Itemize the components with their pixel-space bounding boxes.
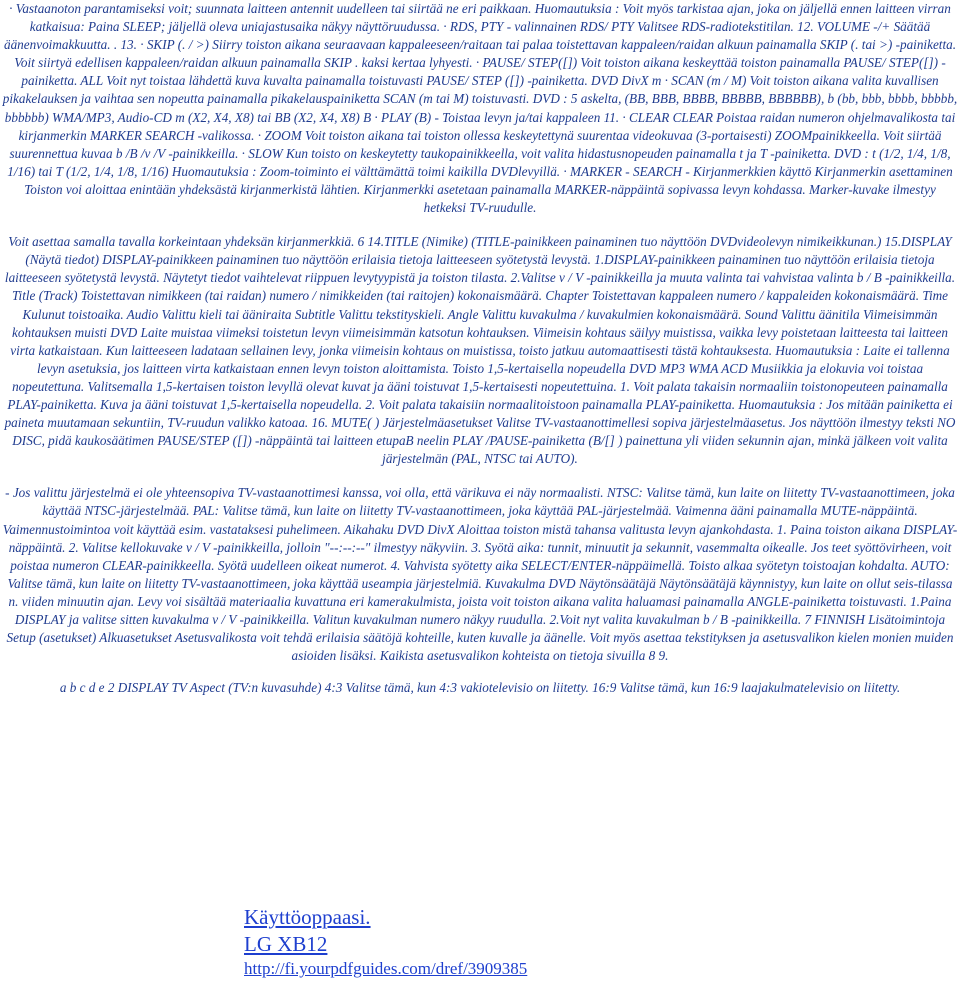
source-url-link[interactable]: http://fi.yourpdfguides.com/dref/3909385: [244, 959, 528, 978]
paragraph-display-info: Voit asettaa samalla tavalla korkeintaan yhdeksän kirjanmerkkiä. 6 14.TITLE (Nimike) (TITLE-painikkeen painaminen tuo näyttöön DVDvideolevyn nimikeikkunan.) 15.DISPLAY (Näytä tiedot) DISPLAY-painikkeen painaminen tuo näyttöön erilaisia tietoja laitteeseen syötetystä levystä. 1.DISPLAY-painikkeen painaminen tuo näyttöön erilaisia tietoja laitteeseen syötetystä levystä. Näytetyt tiedot vaihtelevat riippuen levytyypistä ja toiston tilasta. 2.Valitse v / V -painikkeilla ja muuta valinta tai vahvistaa valinta b / B -painikkeilla. Title (Track) Toistettavan nimikkeen (tai raidan) numero / nimikkeiden (tai raitojen) kokonaismäärä. Chapter Toistettavan kappaleen numero / kappaleiden kokonaismäärä. Time Kulunut toistoaika. Audio Valittu kieli tai ääniraita Subtitle Valittu tekstityskieli. Angle Valittu kuvakulma / kuvakulmien kokonaismäärä. Sound Valittu äänitila Viimeisimmän kohtauksen muisti DVD Laite muistaa viimeksi toistetun levyn viimeisimmän katsotun kohtauksen. Viimeisin kohtaus säilyy muistissa, vaikka levy poistetaan laitteesta tai laitteen virta katkaistaan. Kun laitteeseen ladataan sellainen levy, jonka viimeisin kohtaus on muistissa, toisto jatkuu automaattisesti tästä kohtauksesta. Huomautuksia : Laite ei tallenna levyn asetuksia, jos laitteen virta katkaistaan ennen levyn toiston aloittamista. Toisto 1,5-kertaisella nopeudella DVD MP3 WMA ACD Musiikkia ja elokuvia voi toistaa nopeutettuna. Valitsemalla 1,5-kertaisen toiston levyllä olevat kuvat ja ääni toistuvat 1,5-kertaisesti nopeutettuina. 1. Voit palata takaisin normaaliin toistonopeuteen painamalla PLAY-painiketta. Kuva ja ääni toistuvat 1,5-kertaisella nopeudella. 2. Voit palata takaisiin normaalitoistoon painamalla PLAY-painiketta. Huomautuksia : Jos mitään painiketta ei paineta muutamaan sekuntiin, TV-ruudun valikko katoaa. 16. MUTE( ) Järjestelmäasetukset Valitse TV-vastaanottimellesi sopiva järjestelmäasetus. Jos näyttöön ilmestyy teksti NO DISC, pidä kaukosäätimen PAUSE/STEP ([]) -näppäintä tai laitteen etupaB neelin PLAY /PAUSE-painiketta (B/[] ) painettuna yli viiden sekunnin ajan, minkä jälkeen voit valita järjestelmän (PAL, NTSC tai AUTO).: [4, 234, 956, 467]
model-link[interactable]: LG XB12: [244, 932, 328, 956]
paragraph-remote-functions: · Vastaanoton parantamiseksi voit; suunnata laitteen antennit uudelleen tai siirtää ne eri paikkaan. Huomautuksia : Voit myös tarkistaa ajan, joka on jäljellä ennen laitteen virran katkaisua: Paina SLEEP; jäljellä oleva uniajastusaika näkyy näyttöruudussa. · RDS, PTY - valinnainen RDS/ PTY Valitsee RDS-radiotekstitilan. 12. VOLUME -/+ Säätää äänenvoimakkuutta. . 13. · SKIP (. / >) Siirry toiston aikana seuraavaan kappaleeseen/raitaan tai palaa toistettavan kappaleen/raidan alkuun painamalla SKIP (. tai >) -painiketta. Voit siirtyä edellisen kappaleen/raidan alkuun painamalla SKIP . kaksi kertaa lyhyesti. · PAUSE/ STEP([]) Voit toiston aikana keskeyttää toiston painamalla PAUSE/ STEP([]) -painiketta. ALL Voit nyt toistaa lähdettä kuva kuvalta painamalla toistuvasti PAUSE/ STEP ([]) -painiketta. DVD DivX m · SCAN (m / M) Voit toiston aikana valita kuvallisen pikakelauksen ja vaihtaa sen nopeutta painamalla pikakelauspainiketta SCAN (m tai M) toistuvasti. DVD : 5 askelta, (BB, BBB, BBBB, BBBBB, BBBBBB), b (bb, bbb, bbbb, bbbbb, bbbbbb) WMA/MP3, Audio-CD m (X2, X4, X8) tai BB (X2, X4, X8) B · PLAY (B) - Toistaa levyn ja/tai kappaleen 11. · CLEAR CLEAR Poistaa raidan numeron ohjelmavalikosta tai kirjanmerkin MARKER SEARCH -valikossa. · ZOOM Voit toiston aikana tai toiston ollessa keskeytettynä suurentaa videokuvaa (3-portaisesti) ZOOMpainikkeella. Voit siirtää suurennettua kuvaa b /B /v /V -painikkeilla. · SLOW Kun toisto on keskeytetty taukopainikkeella, voit valita hidastusnopeuden painamalla t ja T -painiketta. DVD : t (1/2, 1/4, 1/8, 1/16) tai T (1/2, 1/4, 1/8, 1/16) Huomautuksia : Zoom-toiminto ei välttämättä toimi kaikilla DVDlevyillä. · MARKER - SEARCH - Kirjanmerkkien käyttö Kirjanmerkin asettaminen Toiston voi aloittaa enintään yhdeksästä kirjanmerkistä lähtien. Kirjanmerkki asetetaan painamalla MARKER-näppäintä sopivassa levyn kohdassa. Marker-kuvake ilmestyy hetkeksi TV-ruudulle.: [2, 1, 958, 216]
manual-text: [2, 0, 958, 697]
manual-title-link[interactable]: Käyttöoppaasi.: [244, 905, 371, 929]
footer-links: [244, 904, 527, 980]
paragraph-tv-aspect: a b c d e 2 DISPLAY TV Aspect (TV:n kuvasuhde) 4:3 Valitse tämä, kun 4:3 vakiotelevisio on liitetty. 16:9 Valitse tämä, kun 16:9 laajakulmatelevisio on liitetty.: [59, 680, 901, 696]
paragraph-system-settings: - Jos valittu järjestelmä ei ole yhteensopiva TV-vastaanottimesi kanssa, voi olla, että värikuva ei näy normaalisti. NTSC: Valitse tämä, kun laite on liitetty TV-vastaanottimeen, joka käyttää NTSC-järjestelmää. PAL: Valitse tämä, kun laite on liitetty TV-vastaanottimeen, joka käyttää PAL-järjestelmää. Vaimenna ääni painamalla MUTE-näppäintä. Vaimennustoimintoa voit käyttää esim. vastataksesi puhelimeen. Aikahaku DVD DivX Aloittaa toiston mistä tahansa valitusta levyn ajankohdasta. 1. Paina toiston aikana DISPLAY-näppäintä. 2. Valitse kellokuvake v / V -painikkeilla, jolloin "--:--:--" ilmestyy näkyviin. 3. Syötä aika: tunnit, minuutit ja sekunnit, vasemmalta oikealle. Jos teet syöttövirheen, voit poistaa numeron CLEAR-painikkeella. Syötä uudelleen oikeat numerot. 4. Vahvista syötetty aika SELECT/ENTER-näppäimellä. Toisto alkaa syötetyn toistoajan kohdalta. AUTO: Valitse tämä, kun laite on liitetty TV-vastaanottimeen, joka käyttää useampia järjestelmiä. Kuvakulma DVD Näytönsäätäjä Näytönsäätäjä käynnistyy, kun laite on ollut seis-tilassa n. viiden minuutin ajan. Levy voi sisältää materiaalia kuvattuna eri kamerakulmista, joista voit toiston aikana valita haluamasi painamalla ANGLE-painiketta toistuvasti. 1.Paina DISPLAY ja valitse sitten kuvakulma v / V -painikkeilla. Valitun kuvakulman numero näkyy ruudulla. 2.Voit nyt valita kuvakulman b / B -painikkeilla. 7 FINNISH Lisätoimintoja Setup (asetukset) Alkuasetukset Asetusvalikosta voit tehdä erilaisia säätöjä kohteille, kuten kuvalle ja äänelle. Voit myös asettaa tekstityksen ja asetusvalikon kielen monien muiden asioiden lisäksi. Kaikista asetusvalikon kohteista on tietoja sivuilla 8 9.: [2, 485, 958, 664]
